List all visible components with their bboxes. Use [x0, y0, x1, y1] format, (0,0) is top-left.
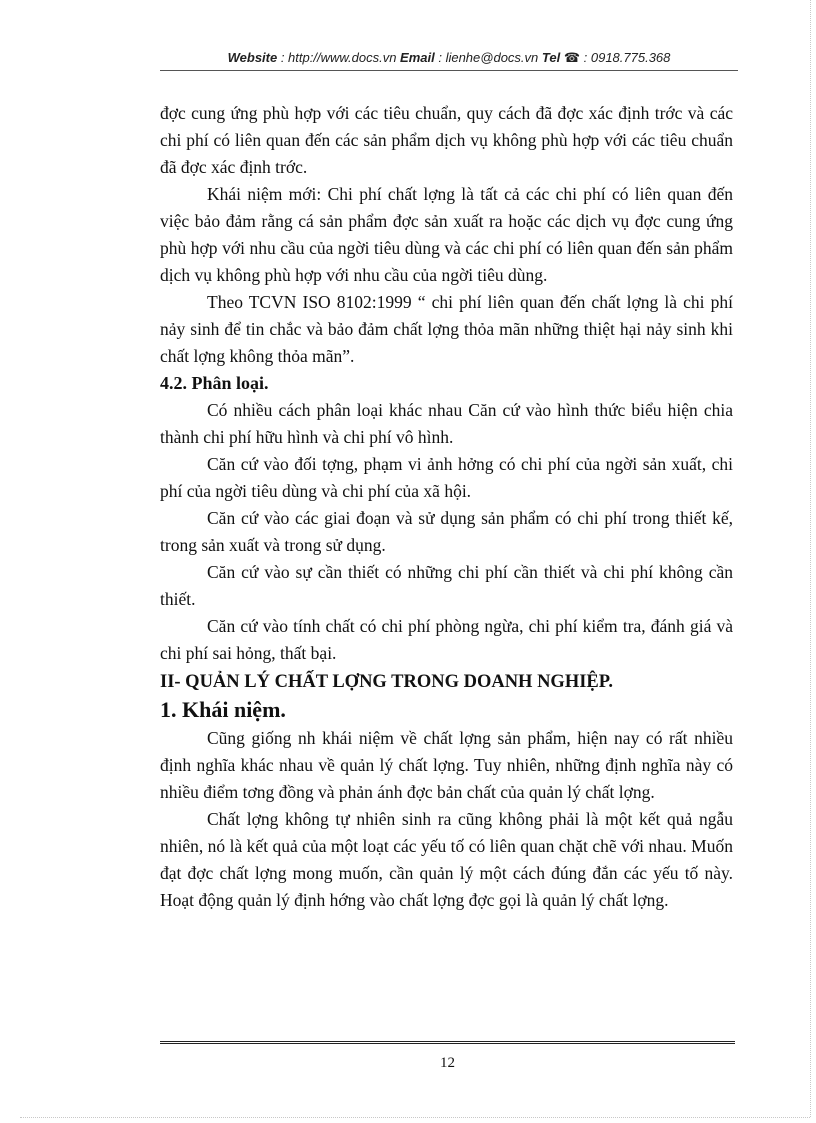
paragraph-4: Có nhiều cách phân loại khác nhau Căn cứ vào hình thức biểu hiện chia thành chi phí hữu hình và chi phí vô hình. [160, 400, 733, 447]
paragraph-8: Căn cứ vào tính chất có chi phí phòng ngừa, chi phí kiểm tra, đánh giá và chi phí sai hỏng, thất bại. [160, 616, 733, 663]
section-heading-4-2: 4.2. Phân loại. [160, 373, 269, 393]
paragraph-5: Căn cứ vào đối tợng, phạm vi ảnh hởng có chi phí của ngời sản xuất, chi phí của ngời tiêu dùng và chi phí của xã hội. [160, 454, 733, 501]
section-heading-1: 1. Khái niệm. [160, 697, 286, 722]
website-label: Website [227, 50, 278, 65]
page-number: 12 [440, 1055, 455, 1071]
email-value: : lienhe@docs.vn [434, 50, 542, 65]
paragraph-2: Khái niệm mới: Chi phí chất lợng là tất cả các chi phí có liên quan đến việc bảo đảm rằng cá sản phẩm đợc sản xuất ra hoặc các dịch vụ đợc cung ứng phù hợp với nhu cầu của ngời tiêu dùng và các chi phí có liên quan đến sản phẩm dịch vụ không phù hợp với nhu cầu của ngời tiêu dùng. [160, 184, 733, 285]
paragraph-3: Theo TCVN ISO 8102:1999 “ chi phí liên quan đến chất lợng là chi phí nảy sinh để tin chắc và bảo đảm chất lợng thỏa mãn những thiệt hại nảy sinh khi chất lợng không thỏa mãn”. [160, 292, 733, 366]
tel-value: : 0918.775.368 [580, 50, 671, 65]
paragraph-6: Căn cứ vào các giai đoạn và sử dụng sản phẩm có chi phí trong thiết kế, trong sản xuất và trong sử dụng. [160, 508, 733, 555]
page-boundary-bottom [20, 1117, 810, 1118]
header-rule [160, 70, 738, 71]
paragraph-7: Căn cứ vào sự cần thiết có những chi phí cần thiết và chi phí không cần thiết. [160, 562, 733, 609]
paragraph-10: Chất lợng không tự nhiên sinh ra cũng không phải là một kết quả ngẫu nhiên, nó là kết quả của một loạt các yếu tố có liên quan chặt chẽ với nhau. Muốn đạt đợc chất lợng mong muốn, cần quản lý một cách đúng đắn các yếu tố này. Hoạt động quản lý định hớng vào chất lợng đợc gọi là quản lý chất lợng. [160, 809, 733, 910]
chapter-heading-II: II- QUẢN LÝ CHẤT LỢNG TRONG DOANH NGHIỆP. [160, 672, 613, 692]
paragraph-1: đợc cung ứng phù hợp với các tiêu chuẩn, quy cách đã đợc xác định trớc và các chi phí có liên quan đến các sản phẩm dịch vụ không phù hợp với các tiêu chuẩn đã đợc xác định trớc. [160, 103, 733, 177]
footer-rule [160, 1041, 735, 1046]
phone-icon: ☎ [563, 50, 581, 65]
website-value: : http://www.docs.vn [277, 50, 401, 65]
page-header [160, 50, 738, 66]
tel-label: Tel [541, 50, 561, 65]
document-body [160, 100, 733, 914]
email-label: Email [400, 50, 435, 65]
page-boundary-right [810, 0, 811, 1117]
paragraph-9: Cũng giống nh khái niệm về chất lợng sản phẩm, hiện nay có rất nhiều định nghĩa khác nhau về quản lý chất lợng. Tuy nhiên, những định nghĩa này có nhiều điểm tơng đồng và phản ánh đợc bản chất của quản lý chất lợng. [160, 728, 733, 802]
